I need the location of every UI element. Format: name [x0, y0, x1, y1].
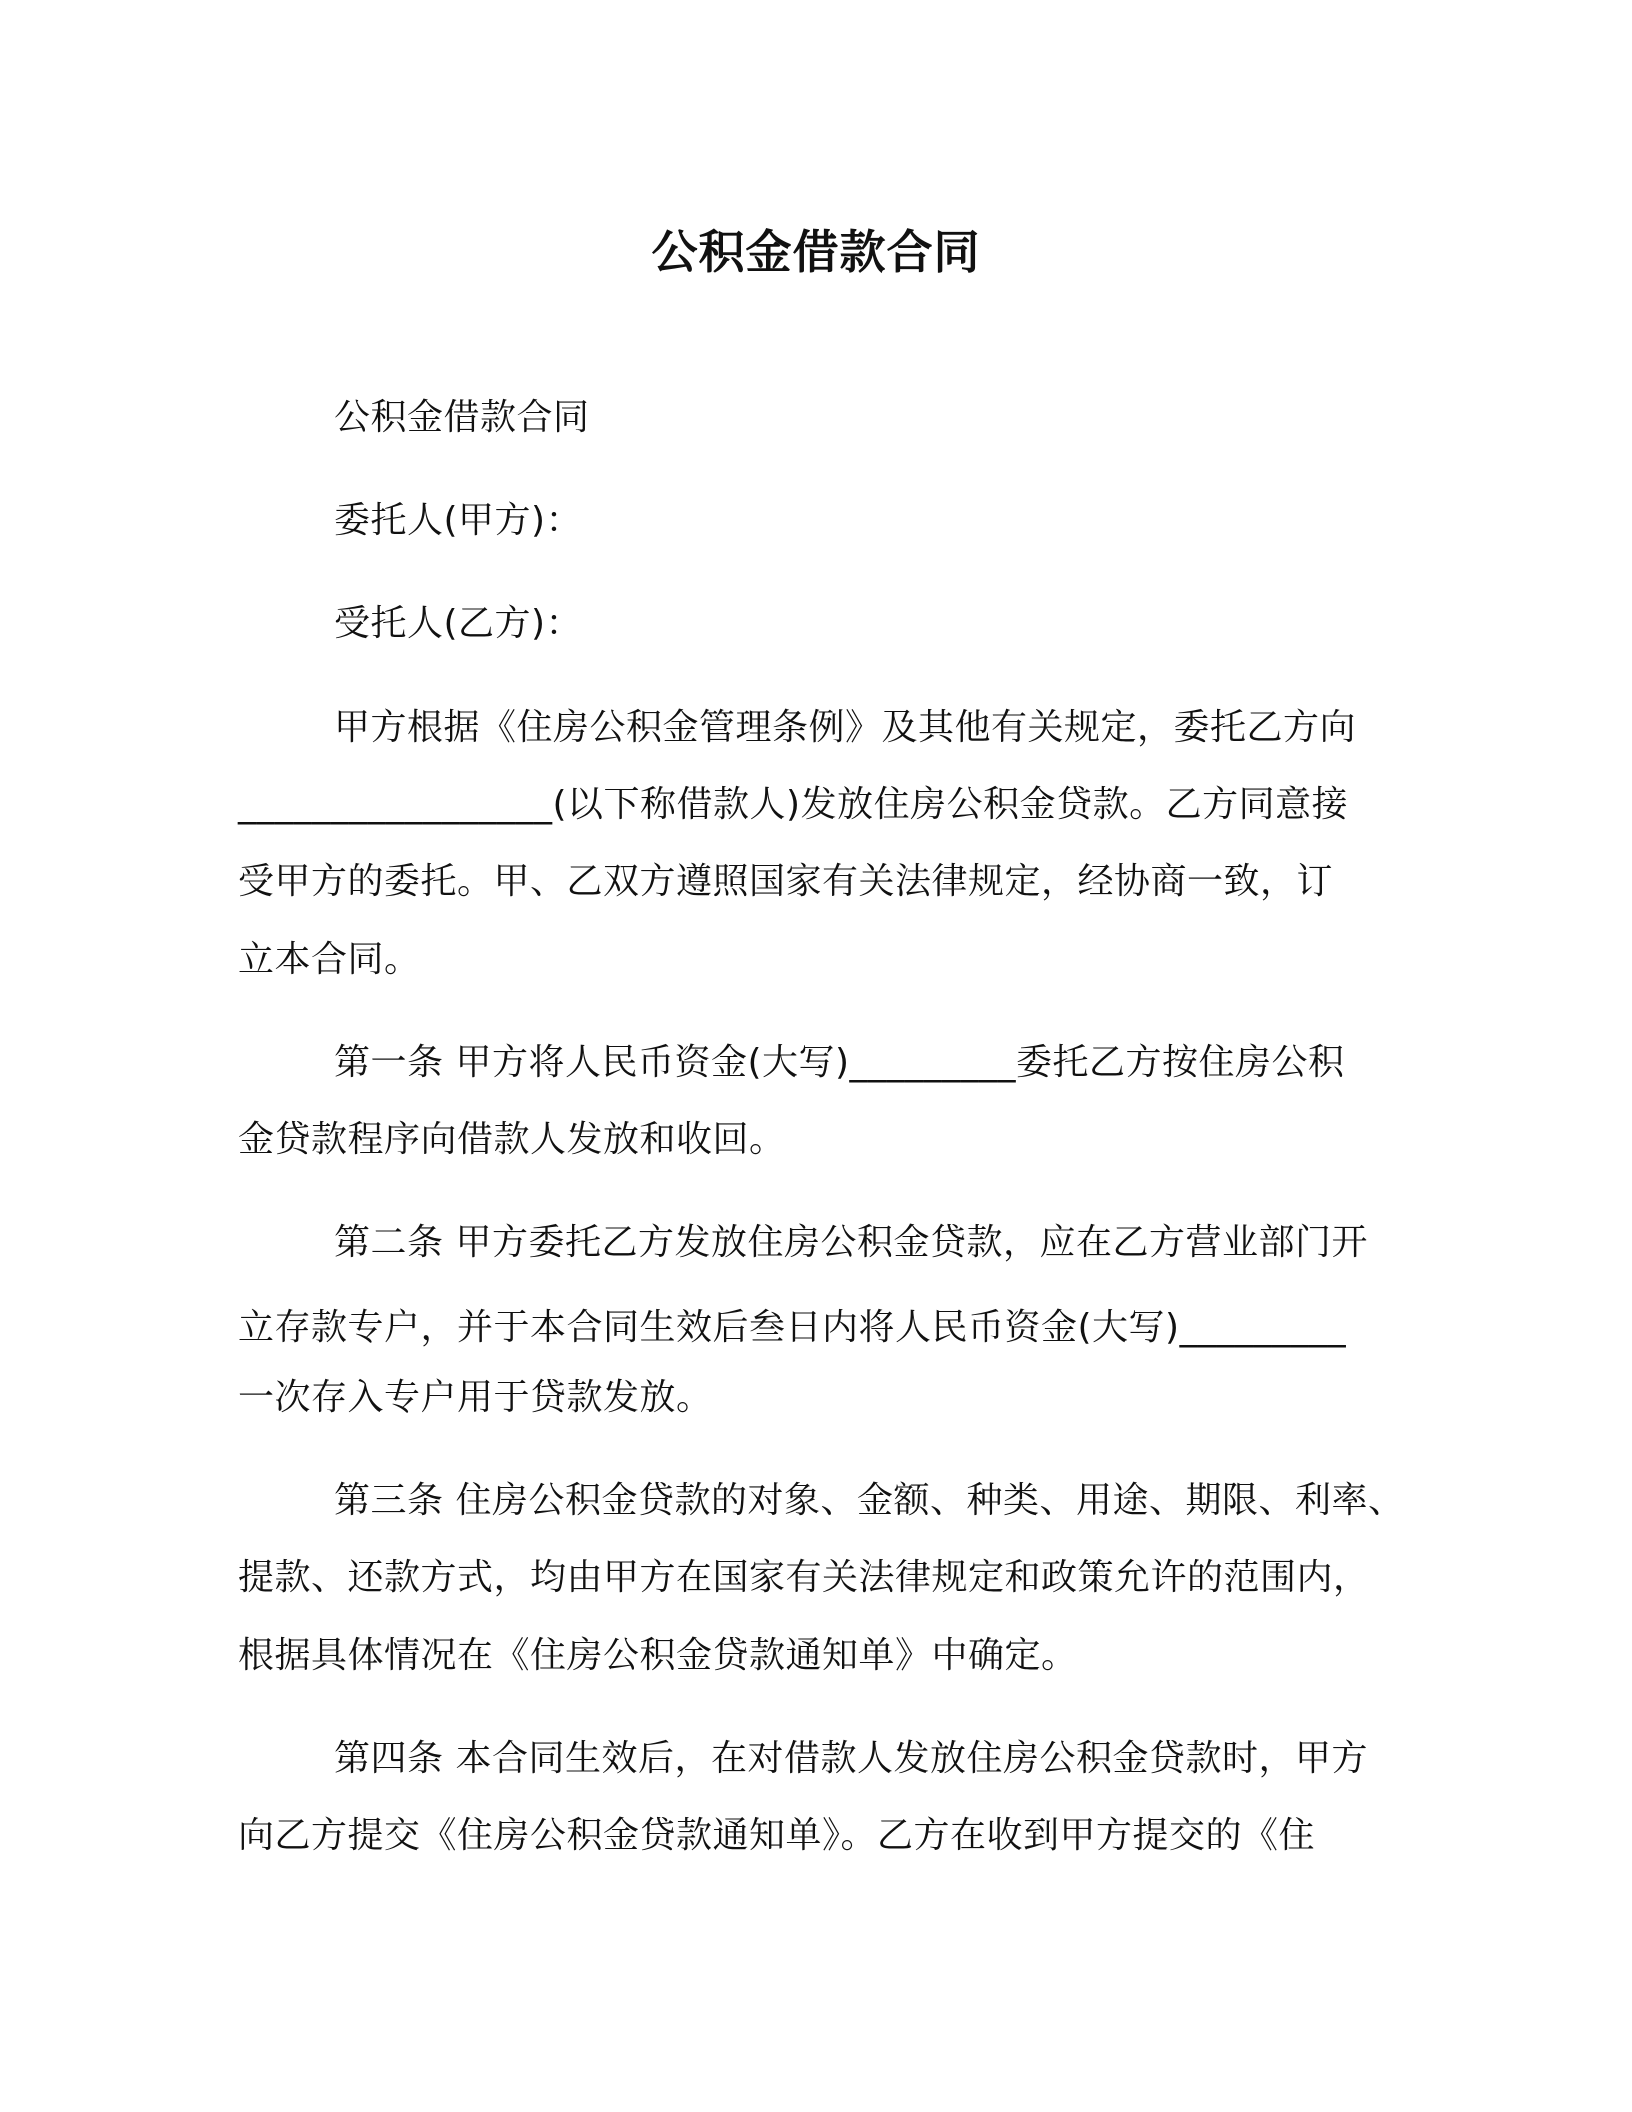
article-1-line-2: 金贷款程序向借款人发放和收回。 — [238, 1119, 786, 1160]
article-3-line-2: 提款、还款方式，均由甲方在国家有关法律规定和政策允许的范围内， — [238, 1557, 1370, 1598]
article-4-line-1: 第四条 本合同生效后，在对借款人发放住房公积金贷款时，甲方 — [334, 1738, 1368, 1779]
article-3-line-3: 根据具体情况在《住房公积金贷款通知单》中确定。 — [238, 1635, 1078, 1676]
subtitle-line: 公积金借款合同 — [334, 397, 590, 438]
party-a-line: 委托人(甲方)： — [334, 500, 583, 541]
article-3-line-1: 第三条 住房公积金贷款的对象、金额、种类、用途、期限、利率、 — [334, 1480, 1405, 1521]
article-1-line-1: 第一条 甲方将人民币资金(大写)_________委托乙方按住房公积 — [334, 1042, 1345, 1083]
preamble-line-3: 受甲方的委托。甲、乙双方遵照国家有关法律规定，经协商一致，订 — [238, 861, 1334, 902]
preamble-line-4: 立本合同。 — [238, 939, 421, 980]
article-2-line-2: 立存款专户，并于本合同生效后叁日内将人民币资金(大写)_________ — [238, 1307, 1347, 1348]
article-2-line-3: 一次存入专户用于贷款发放。 — [238, 1377, 713, 1418]
article-4-line-2: 向乙方提交《住房公积金贷款通知单》。乙方在收到甲方提交的《住 — [238, 1815, 1316, 1856]
preamble-line-1: 甲方根据《住房公积金管理条例》及其他有关规定，委托乙方向 — [334, 707, 1357, 748]
document-title: 公积金借款合同 — [651, 225, 981, 279]
article-2-line-1: 第二条 甲方委托乙方发放住房公积金贷款，应在乙方营业部门开 — [334, 1222, 1368, 1263]
preamble-line-2: _________________(以下称借款人)发放住房公积金贷款。乙方同意接 — [238, 784, 1349, 825]
party-b-line: 受托人(乙方)： — [334, 603, 583, 644]
